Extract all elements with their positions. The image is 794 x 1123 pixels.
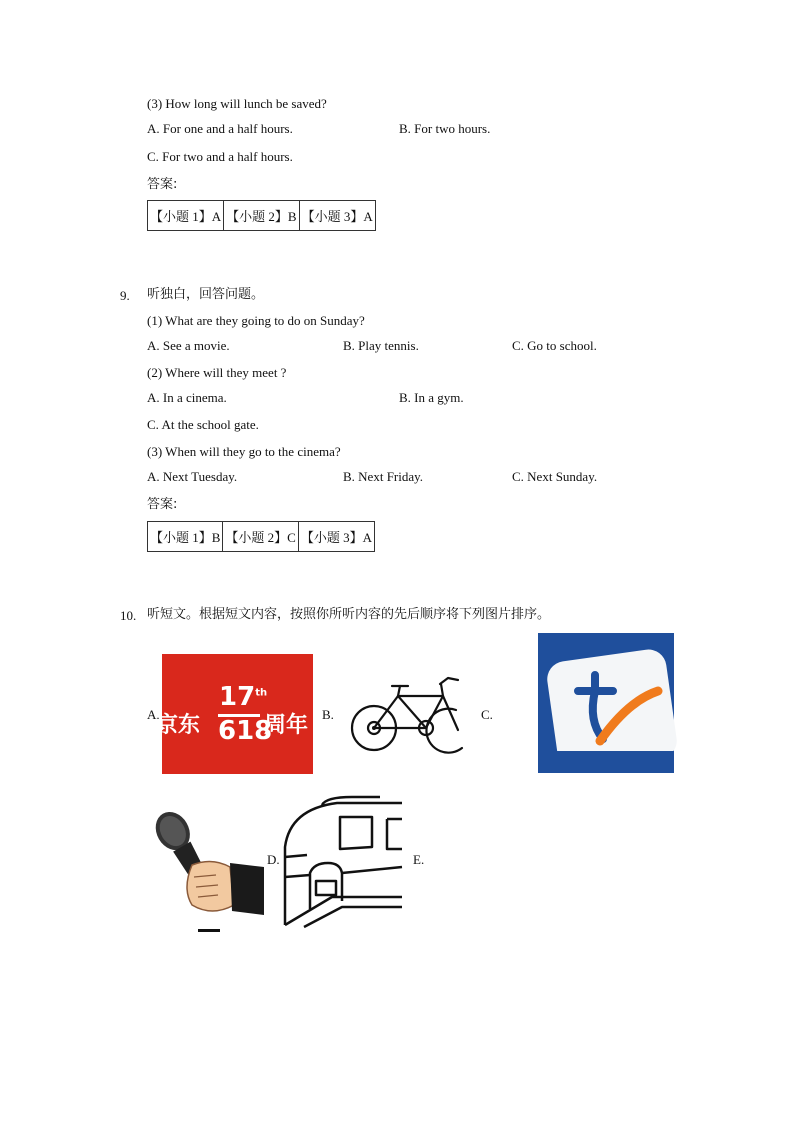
q8-sub3-option-c: C. For two and a half hours. <box>147 149 293 164</box>
q10-prompt: 听短文。根据短文内容，按照你所听内容的先后顺序将下列图片排序。 <box>147 607 551 622</box>
q9-prompt: 听独白，回答问题。 <box>147 287 265 302</box>
q9-sub1-option-b: B. Play tennis. <box>343 338 419 353</box>
q9-answer-2: 【小题 2】C <box>223 522 298 552</box>
q9-sub3-option-c: C. Next Sunday. <box>512 469 598 484</box>
q9-sub3-question: (3) When will they go to the cinema? <box>147 444 341 459</box>
train-image <box>282 797 402 927</box>
q10-label-b: B. <box>322 707 334 722</box>
q8-sub3-question: (3) How long will lunch be saved? <box>147 96 327 111</box>
q9-sub2-option-a: A. In a cinema. <box>147 390 227 405</box>
q8-sub3-option-b: B. For two hours. <box>399 121 491 136</box>
q9-answer-table <box>147 521 375 552</box>
q9-sub1-question: (1) What are they going to do on Sunday? <box>147 313 365 328</box>
q10-label-a: A. <box>147 707 160 722</box>
app-icon-bottom-band <box>538 751 674 773</box>
q9-sub1-option-a: A. See a movie. <box>147 338 230 353</box>
q9-sub3-option-a: A. Next Tuesday. <box>147 469 238 484</box>
q9-sub3-option-b: B. Next Friday. <box>343 469 424 484</box>
q10-label-c: C. <box>481 707 493 722</box>
q9-answer-1: 【小题 1】B <box>148 522 223 552</box>
q9-sub2-question: (2) Where will they meet ? <box>147 365 287 380</box>
jd-logo-text-17 <box>219 682 267 712</box>
q10-label-e: E. <box>413 852 425 867</box>
q9-answer-3: 【小题 3】A <box>298 522 374 552</box>
q10-number: 10. <box>120 608 137 623</box>
q8-answer-2: 【小题 2】B <box>224 201 299 231</box>
q9-answer-label: 答案: <box>147 497 178 512</box>
q9-number: 9. <box>120 288 130 303</box>
jd-anniversary-logo-image <box>156 654 313 774</box>
app-icon-image <box>538 633 674 773</box>
q8-answer-label: 答案: <box>147 177 178 192</box>
bicycle-image <box>348 668 466 753</box>
q9-sub2-option-b: B. In a gym. <box>399 390 464 405</box>
q9-sub1-option-c: C. Go to school. <box>512 338 597 353</box>
jd-logo-number: 17 <box>219 682 256 712</box>
q10-label-d: D. <box>267 852 280 867</box>
q8-sub3-option-a: A. For one and a half hours. <box>147 121 293 136</box>
jd-logo-sup: th <box>255 687 268 699</box>
q9-sub2-option-c: C. At the school gate. <box>147 417 259 432</box>
q8-answer-1: 【小题 1】A <box>148 201 224 231</box>
app-icon-symbol <box>558 661 668 761</box>
microphone-image <box>152 805 267 933</box>
jd-logo-text-jingdong: 京东 <box>156 713 201 738</box>
q8-answer-3: 【小题 3】A <box>299 201 375 231</box>
jd-logo-text-618: 618 <box>218 716 273 746</box>
q8-answer-table <box>147 200 376 231</box>
jd-logo-text-anniv: 周年 <box>264 713 309 738</box>
